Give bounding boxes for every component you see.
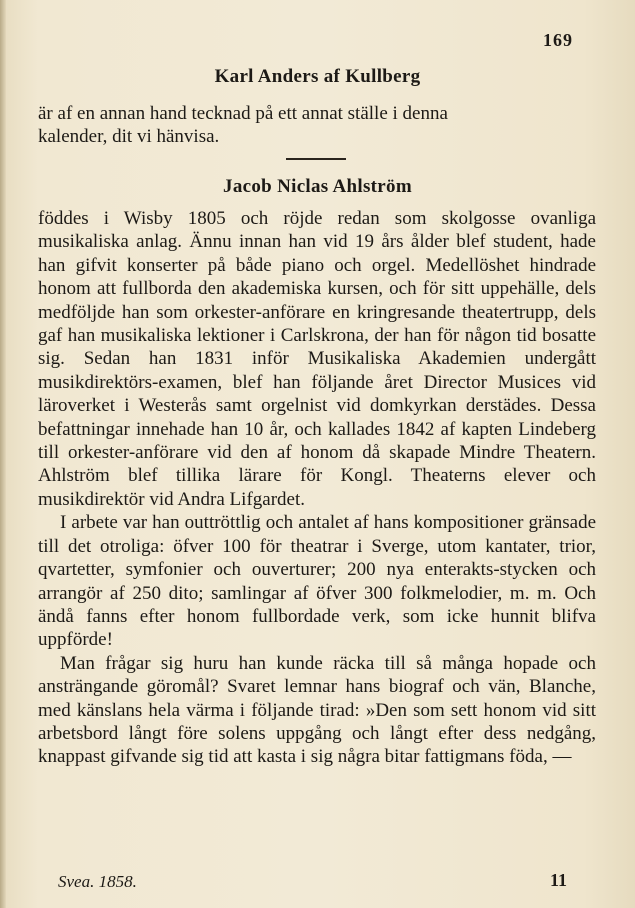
ahlstrom-text (38, 207, 596, 769)
page-footer (0, 872, 635, 896)
text-line: är af en annan hand tecknad på ett annat ställe i denna (38, 103, 448, 124)
footer-sheet-number: 11 (549, 870, 567, 890)
footer-signature: Svea. 1858. (58, 872, 137, 891)
section-divider (286, 158, 346, 160)
paragraph: I arbete var han outtröttlig och antalet af hans kompositioner gränsade till det otroliga: öfver 100 för theatrar i Sverge, utom kantater, trior, qvartetter, symfonier och ouverturer; 200 nya enterakts-stycken och arrangör af 250 dito; samlingar af öfver 300 folkmelodier, m. m. Och ändå fanns efter honom fullbordade verk, som icke hunnit blifva uppförde! (38, 512, 596, 651)
text-line: kalender, dit vi hänvisa. (38, 126, 220, 148)
page-number: 169 (543, 30, 573, 50)
paragraph: föddes i Wisby 1805 och röjde redan som skolgosse ovanliga musikaliska anlag. Ännu innan han vid 19 års ålder blef student, hade han gifvit konserter på både piano och orgel. Medellöshet hindrade honom att fullborda den akademiska kursen, och för sitt uppehälle, dels medföljde han som orkester-anförare en kringresande theatertrupp, dels gaf han musikaliska lektioner i Carlskrona, der han för någon tid bosatte sig. Sedan han 1831 inför Musikaliska Akademien undergått musikdirektörs-examen, blef han följande året Director Musices vid läroverket i Westerås samt orgelnist vid domkyrkan derstädes. Dessa befattningar innehade han 10 år, och kallades 1842 af kapten Lindeberg till orkester-anförare vid den af honom då skapade Mindre Theatern. Ahlström blef tillika lärare för Kongl. Theaterns elever och musikdirektör vid Andra Lifgardet. (38, 208, 596, 510)
section-heading-ahlstrom: Jacob Niclas Ahlström (223, 176, 412, 197)
paragraph: Man frågar sig huru han kunde räcka till så många hopade och ansträngande göromål? Svaret lemnar hans biograf och vän, Blanche, med känslans hela värma i följande tirad: »Den som sett honom vid sitt arbetsbord långt före solens uppgång och långt efter dess nedgång, knappast gifvande sig tid att kasta i sig några bitar fattigmans föda, — (38, 652, 596, 768)
kullberg-text (38, 102, 596, 149)
page-spine-shadow (0, 0, 6, 908)
section-heading-kullberg: Karl Anders af Kullberg (214, 66, 421, 87)
